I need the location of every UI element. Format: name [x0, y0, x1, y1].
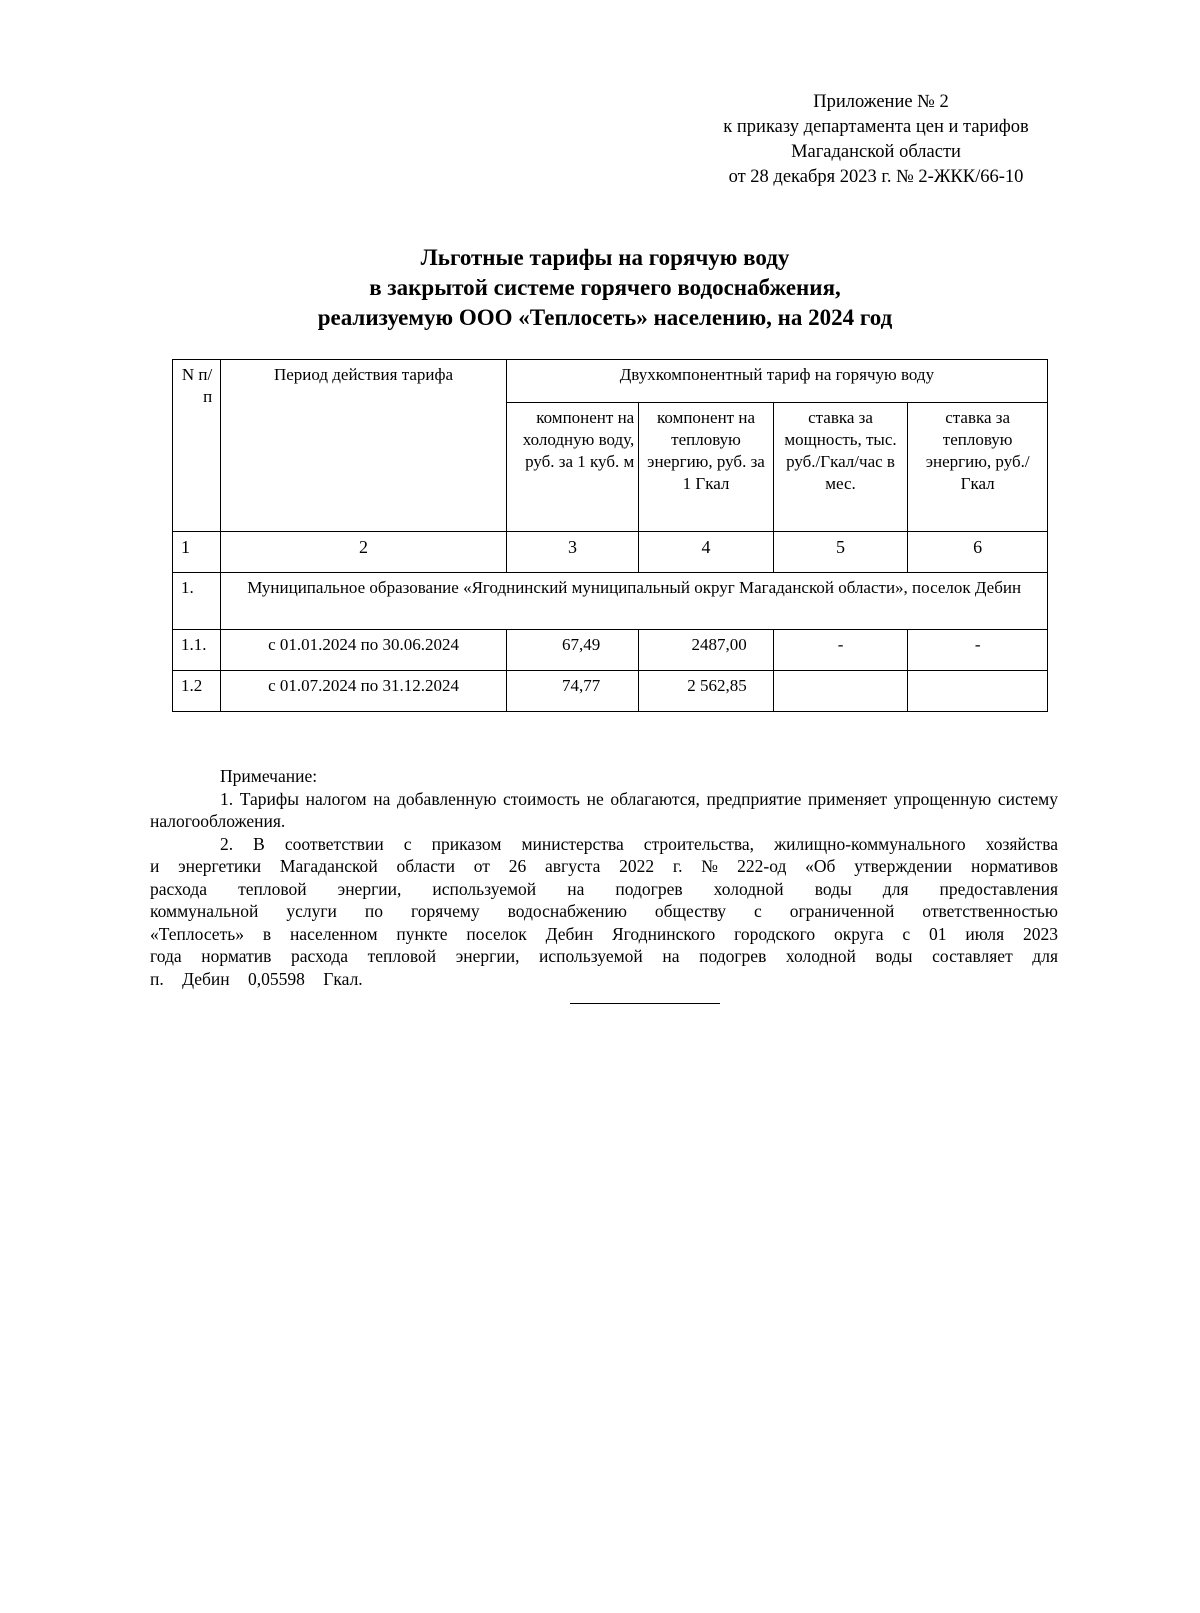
header-cold: компонент на холодную воду, руб. за 1 куб. м [506, 403, 638, 532]
row-power [773, 671, 908, 712]
header-period: Период действия тарифа [221, 360, 507, 532]
municipality-row [173, 573, 1048, 630]
table-row [173, 671, 1048, 712]
row-period: с 01.07.2024 по 31.12.2024 [221, 671, 507, 712]
row-heat: 2 562,85 [639, 671, 774, 712]
annex-line-1: Приложение № 2 [813, 92, 949, 112]
note-item-2: 2. В соответствии с приказом министерства строительства, жилищно-коммунального хозяйства и энергетики Магаданской области от 26 августа 2022 г. № 222-од «Об утверждении нормативов расхода тепловой энергии, используемой на подогрев холодной воды для предоставления коммунальной услуги по горячему водоснабжению обществу с ограниченной ответственностью «Теплосеть» в населенном пункте поселок Дебин Ягоднинского городского округа с 01 июля 2023 года норматив расхода тепловой энергии, используемой на подогрев холодной воды составляет для п. Дебин 0,05598 Гкал. [150, 833, 1058, 989]
annex-block [680, 90, 1072, 190]
row-cold: 67,49 [506, 630, 638, 671]
header-energy: ставка за тепловую энергию, руб./Гкал [908, 403, 1048, 532]
row-heat: 2487,00 [639, 630, 774, 671]
row-cold: 74,77 [506, 671, 638, 712]
municipality-name: Муниципальное образование «Ягоднинский муниципальный округ Магаданской области», поселок Дебин [221, 573, 1048, 630]
municipality-num: 1. [173, 573, 221, 630]
header-power: ставка за мощность, тыс. руб./Гкал/час в мес. [773, 403, 908, 532]
header-num: N п/п [173, 360, 221, 532]
header-group: Двухкомпонентный тариф на горячую воду [506, 360, 1047, 403]
col-number: 5 [773, 532, 908, 573]
row-num: 1.1. [173, 630, 221, 671]
tariff-table [172, 359, 1048, 712]
title-line-3: реализуемую ООО «Теплосеть» населению, на 2024 год [317, 305, 893, 330]
col-number: 2 [221, 532, 507, 573]
header-heat: компонент на тепловую энергию, руб. за 1 Гкал [639, 403, 774, 532]
title-line-1: Льготные тарифы на горячую воду [420, 245, 790, 270]
row-period: с 01.01.2024 по 30.06.2024 [221, 630, 507, 671]
note-item-1: 1. Тарифы налогом на добавленную стоимость не облагаются, предприятие применяет упрощенную систему налогообложения. [150, 788, 1058, 831]
col-number: 6 [908, 532, 1048, 573]
row-energy [908, 671, 1048, 712]
column-numbers-row [173, 532, 1048, 573]
table-row [173, 630, 1048, 671]
header-row [173, 360, 1048, 403]
row-num: 1.2 [173, 671, 221, 712]
title-line-2: в закрытой системе горячего водоснабжения, [369, 275, 841, 300]
notes-block [150, 765, 1058, 990]
row-energy: - [908, 630, 1048, 671]
col-number: 4 [639, 532, 774, 573]
annex-line-4: от 28 декабря 2023 г. № 2-ЖКК/66-10 [728, 167, 1024, 187]
notes-heading: Примечание: [220, 766, 318, 786]
closing-divider [570, 1003, 720, 1004]
col-number: 1 [173, 532, 221, 573]
annex-line-2: к приказу департамента цен и тарифов [723, 117, 1029, 137]
row-power: - [773, 630, 908, 671]
document-title [150, 243, 1060, 333]
col-number: 3 [506, 532, 638, 573]
annex-line-3: Магаданской области [791, 142, 961, 162]
